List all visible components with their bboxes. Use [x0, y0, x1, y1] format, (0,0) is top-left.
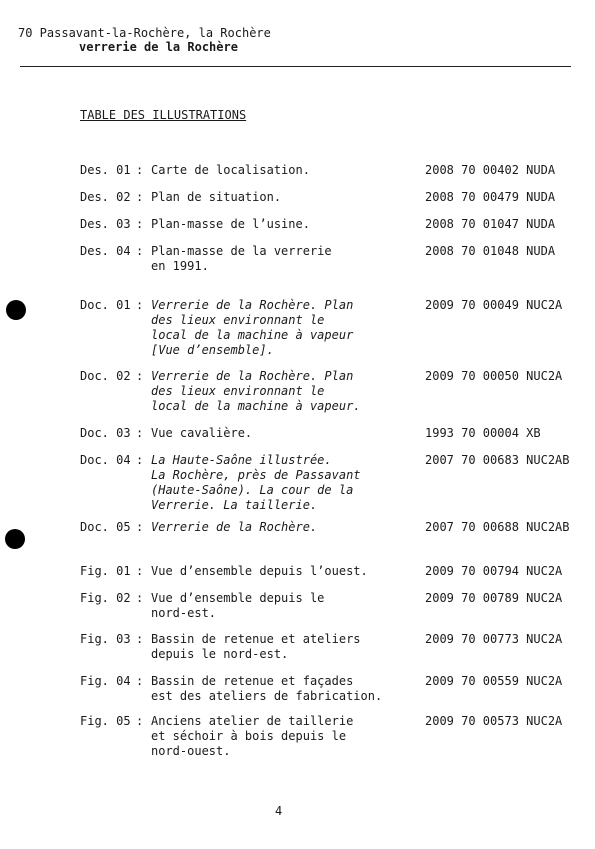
punch-hole-icon [5, 529, 25, 549]
entry-code: 2009 70 00794 NUC2A [425, 564, 563, 578]
entry-colon: : [136, 163, 144, 177]
entry-colon: : [136, 369, 144, 383]
entry-reference: Doc. 02 [80, 369, 131, 383]
entry-code: 2007 70 00688 NUC2AB [425, 520, 570, 534]
entry-reference: Des. 03 [80, 217, 131, 231]
entry-caption: La Haute-Saône illustrée. La Rochère, près de Passavant (Haute-Saône). La cour de la Verrerie. La taillerie. [151, 453, 361, 512]
entry-caption: Plan de situation. [151, 190, 282, 204]
entry-reference: Fig. 04 [80, 674, 131, 688]
entry-caption: Plan-masse de la verrerie en 1991. [151, 244, 332, 273]
entry-code: 2008 70 01047 NUDA [425, 217, 556, 231]
entry-code: 2008 70 00479 NUDA [425, 190, 556, 204]
entry-caption: Verrerie de la Rochère. [151, 520, 318, 534]
entry-reference: Fig. 05 [80, 714, 131, 728]
header-site-name: verrerie de la Rochère [79, 40, 238, 54]
entry-colon: : [136, 426, 144, 440]
entry-caption: Anciens atelier de taillerie et séchoir à bois depuis le nord-ouest. [151, 714, 354, 758]
entry-code: 2009 70 00559 NUC2A [425, 674, 563, 688]
entry-caption: Carte de localisation. [151, 163, 310, 177]
entry-reference: Fig. 02 [80, 591, 131, 605]
entry-colon: : [136, 520, 144, 534]
entry-colon: : [136, 244, 144, 258]
entry-colon: : [136, 217, 144, 231]
entry-colon: : [136, 298, 144, 312]
entry-colon: : [136, 564, 144, 578]
entry-reference: Doc. 03 [80, 426, 131, 440]
entry-colon: : [136, 190, 144, 204]
entry-reference: Doc. 05 [80, 520, 131, 534]
entry-caption: Vue d’ensemble depuis le nord-est. [151, 591, 325, 620]
entry-reference: Des. 02 [80, 190, 131, 204]
entry-code: 2009 70 00050 NUC2A [425, 369, 563, 383]
punch-hole-icon [6, 300, 26, 320]
entry-reference: Doc. 01 [80, 298, 131, 312]
entry-caption: Bassin de retenue et façades est des ateliers de fabrication. [151, 674, 383, 703]
entry-colon: : [136, 632, 144, 646]
entry-code: 2009 70 00789 NUC2A [425, 591, 563, 605]
entry-code: 2009 70 00573 NUC2A [425, 714, 563, 728]
entry-colon: : [136, 674, 144, 688]
entry-colon: : [136, 714, 144, 728]
header-divider [20, 66, 571, 67]
entry-caption: Bassin de retenue et ateliers depuis le nord-est. [151, 632, 361, 661]
entry-code: 2008 70 00402 NUDA [425, 163, 556, 177]
entry-reference: Doc. 04 [80, 453, 131, 467]
entry-code: 2008 70 01048 NUDA [425, 244, 556, 258]
entry-reference: Fig. 01 [80, 564, 131, 578]
entry-reference: Fig. 03 [80, 632, 131, 646]
entry-caption: Verrerie de la Rochère. Plan des lieux environnant le local de la machine à vapeur [Vue d’ensemble]. [151, 298, 354, 357]
entry-colon: : [136, 453, 144, 467]
entry-caption: Vue cavalière. [151, 426, 253, 440]
entry-caption: Plan-masse de l’usine. [151, 217, 310, 231]
entry-code: 2009 70 00773 NUC2A [425, 632, 563, 646]
header-location: 70 Passavant-la-Rochère, la Rochère [18, 26, 271, 40]
entry-caption: Vue d’ensemble depuis l’ouest. [151, 564, 368, 578]
entry-reference: Des. 04 [80, 244, 131, 258]
entry-code: 2009 70 00049 NUC2A [425, 298, 563, 312]
entry-reference: Des. 01 [80, 163, 131, 177]
entry-caption: Verrerie de la Rochère. Plan des lieux environnant le local de la machine à vapeur. [151, 369, 361, 413]
section-title: TABLE DES ILLUSTRATIONS [80, 108, 247, 122]
page-number: 4 [275, 804, 283, 818]
entry-colon: : [136, 591, 144, 605]
entry-code: 2007 70 00683 NUC2AB [425, 453, 570, 467]
entry-code: 1993 70 00004 XB [425, 426, 541, 440]
